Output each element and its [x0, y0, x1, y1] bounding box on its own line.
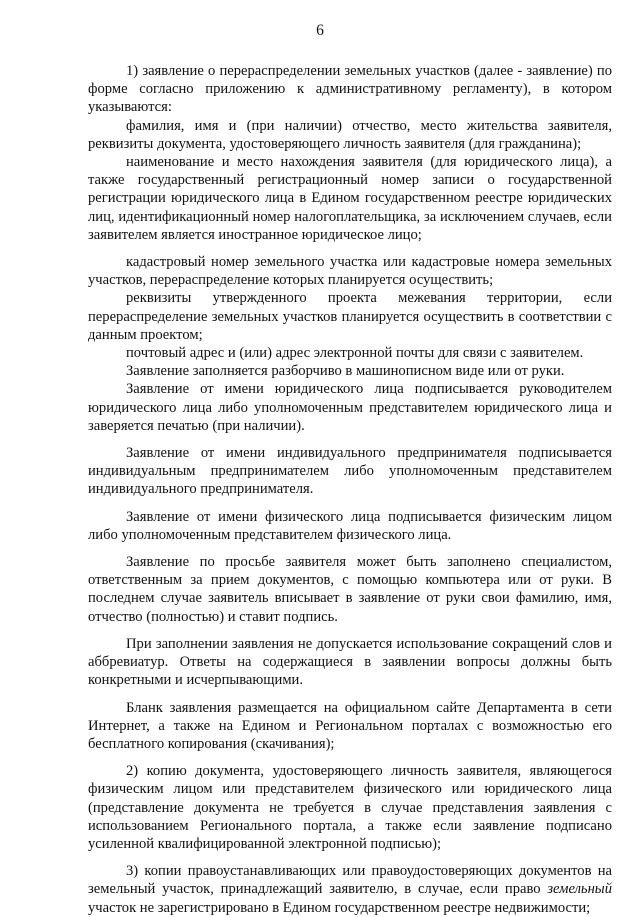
paragraph-legal-entity-details: наименование и место нахождения заявителя (для юридического лица), а также государственный регистрационный номер записи о государственной регистрации юридического лица в Едином государственном реестре юридических лиц, идентификационный номер налогоплательщика, за исключением случаев, если заявителем является иностранное юридическое лицо;	[88, 154, 612, 243]
paragraph-filling-rule: Заявление заполняется разборчиво в машинописном виде или от руки.	[126, 363, 565, 380]
paragraph-application: 1) заявление о перераспределении земельных участков (далее - заявление) по форме согласно приложению к административному регламенту), в котором указываются:	[88, 63, 612, 116]
paragraph-specialist-filling: Заявление по просьбе заявителя может быть заполнено специалистом, ответственным за прием документов, с помощью компьютера или от руки. В последнем случае заявитель вписывает в заявление от руки свои фамилию, имя, отчество (полностью) и ставит подпись.	[88, 554, 612, 625]
paragraph-identity-document: 2) копию документа, удостоверяющего личность заявителя, являющегося физическим лицом или представителем физического или юридического лица (представление документа не требуется в случае представления заявления с использованием Регионального портала, а также если заявление подписано усиленной квалифицированной электронной подписью);	[88, 763, 612, 852]
paragraph-survey-project: реквизиты утвержденного проекта межевания территории, если перераспределение земельных участков планируется осуществить в соответствии с данным проектом;	[88, 290, 612, 343]
paragraph-citizen-details: фамилия, имя и (при наличии) отчество, место жительства заявителя, реквизиты документа, удостоверяющего личность заявителя (для гражданина);	[88, 117, 612, 152]
paragraph-contact-address: почтовый адрес и (или) адрес электронной почты для связи с заявителем.	[126, 345, 584, 362]
paragraph-legal-entity-signature: Заявление от имени юридического лица подписывается руководителем юридического лица либо уполномоченным представителем юридического лица и заверяется печатью (при наличии).	[88, 381, 612, 434]
paragraph-title-documents	[88, 862, 612, 917]
paragraph-individual-signature: Заявление от имени физического лица подписывается физическим лицом либо уполномоченным представителем физического лица.	[88, 508, 612, 543]
paragraph-cadastral-numbers: кадастровый номер земельного участка или кадастровые номера земельных участков, перераспределение которых планируется осуществить;	[88, 254, 612, 289]
paragraph-entrepreneur-signature: Заявление от имени индивидуального предпринимателя подписывается индивидуальным предпринимателем либо уполномоченным представителем индивидуального предпринимателя.	[88, 445, 612, 498]
title-documents-text-start: 3) копии правоустанавливающих или правоудостоверяющих документов на земельный участок, принадлежащий заявителю, в случае, если право	[88, 863, 612, 898]
title-documents-text-end: участок не зарегистрировано в Едином государственном реестре недвижимости;	[88, 899, 591, 916]
document-body	[88, 62, 612, 917]
title-documents-italic-word: земельный	[547, 881, 612, 898]
paragraph-no-abbreviations: При заполнении заявления не допускается использование сокращений слов и аббревиатур. Ответы на содержащиеся в заявлении вопросы должны быть конкретными и исчерпывающими.	[88, 635, 612, 689]
page-number: 6	[316, 22, 324, 39]
paragraph-form-availability: Бланк заявления размещается на официальном сайте Департамента в сети Интернет, а также на Едином и Региональном порталах с возможностью его бесплатного копирования (скачивания);	[88, 699, 612, 752]
